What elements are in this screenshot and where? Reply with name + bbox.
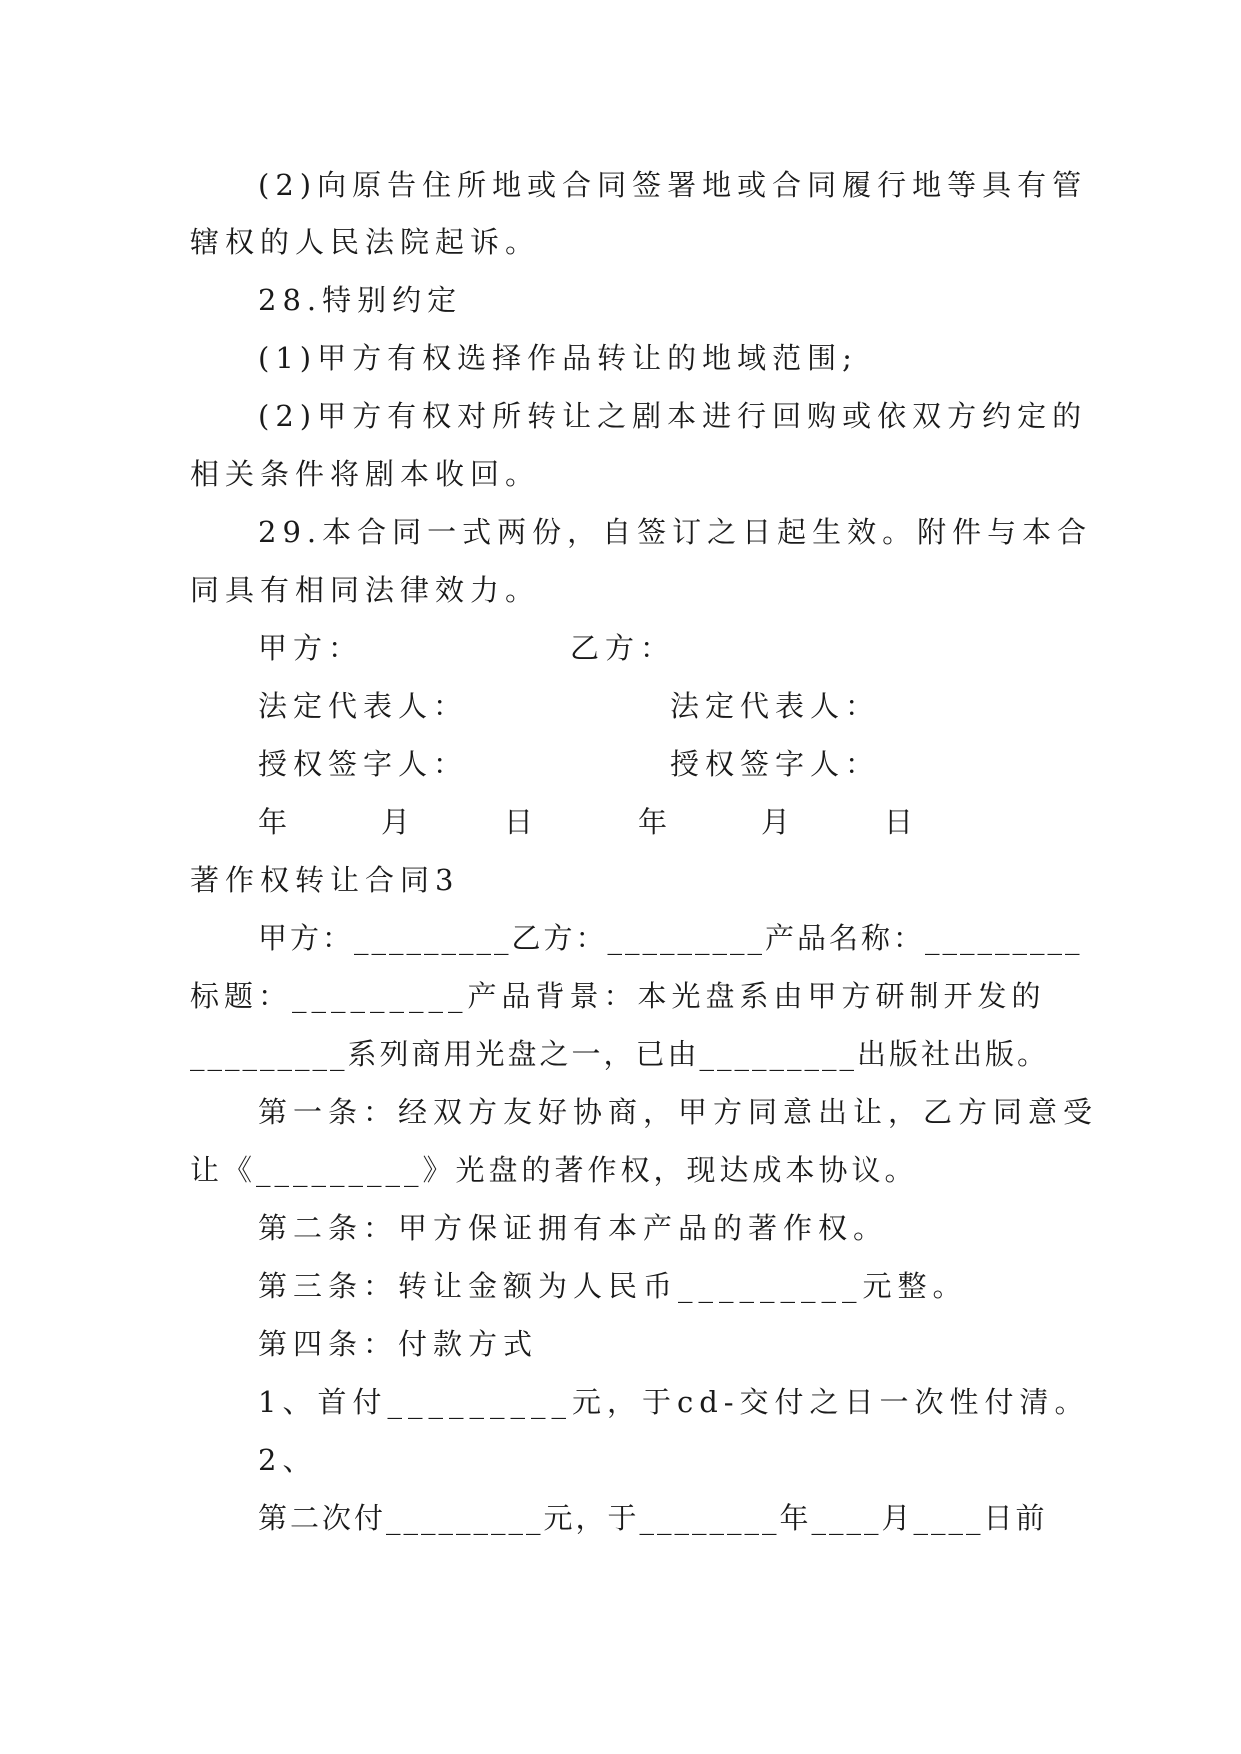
paragraph-line: 同具有相同法律效力。 [190,573,541,607]
paragraph-line: 第四条：付款方式 [258,1327,539,1361]
party-b-label: 乙方： [570,631,676,665]
paragraph-line: _________系列商用光盘之一，已由_________出版社出版。 [190,1037,1050,1071]
date-a-label: 年 月 日 [258,805,546,839]
paragraph-line: (2)向原告住所地或合同签署地或合同履行地等具有管 [258,168,1088,202]
party-a-label: 甲方： [258,631,364,665]
legal-rep-b-label: 法定代表人： [670,689,881,723]
paragraph-line: 辖权的人民法院起诉。 [190,225,541,259]
paragraph-line: 第三条：转让金额为人民币_________元整。 [258,1269,968,1303]
signer-b-label: 授权签字人： [670,747,881,781]
paragraph-line: 第一条：经双方友好协商，甲方同意出让，乙方同意受 [258,1095,1099,1129]
document-title: 著作权转让合同3 [190,863,460,897]
paragraph-line: 1、首付_________元，于cd-交付之日一次性付清。 [258,1385,1090,1419]
paragraph-line: 2、 [258,1443,318,1477]
legal-rep-a-label: 法定代表人： [258,689,469,723]
date-b-label: 年 月 日 [638,805,926,839]
paragraph-line: 第二条：甲方保证拥有本产品的著作权。 [258,1211,889,1245]
paragraph-line: 让《_________》光盘的著作权，现达成本协议。 [190,1153,918,1187]
signer-a-label: 授权签字人： [258,747,469,781]
paragraph-line: (1)甲方有权选择作品转让的地域范围; [258,341,858,375]
paragraph-line: 第二次付_________元，于________年____月____日前 [258,1501,1048,1535]
paragraph-line: 29.本合同一式两份，自签订之日起生效。附件与本合 [258,515,1093,549]
paragraph-line: 甲方：_________乙方：_________产品名称：_________ [258,921,1083,955]
section-heading: 28.特别约定 [258,283,463,317]
paragraph-line: 相关条件将剧本收回。 [190,457,541,491]
paragraph-line: 标题：_________产品背景：本光盘系由甲方研制开发的 [190,979,1046,1013]
paragraph-line: (2)甲方有权对所转让之剧本进行回购或依双方约定的 [258,399,1088,433]
